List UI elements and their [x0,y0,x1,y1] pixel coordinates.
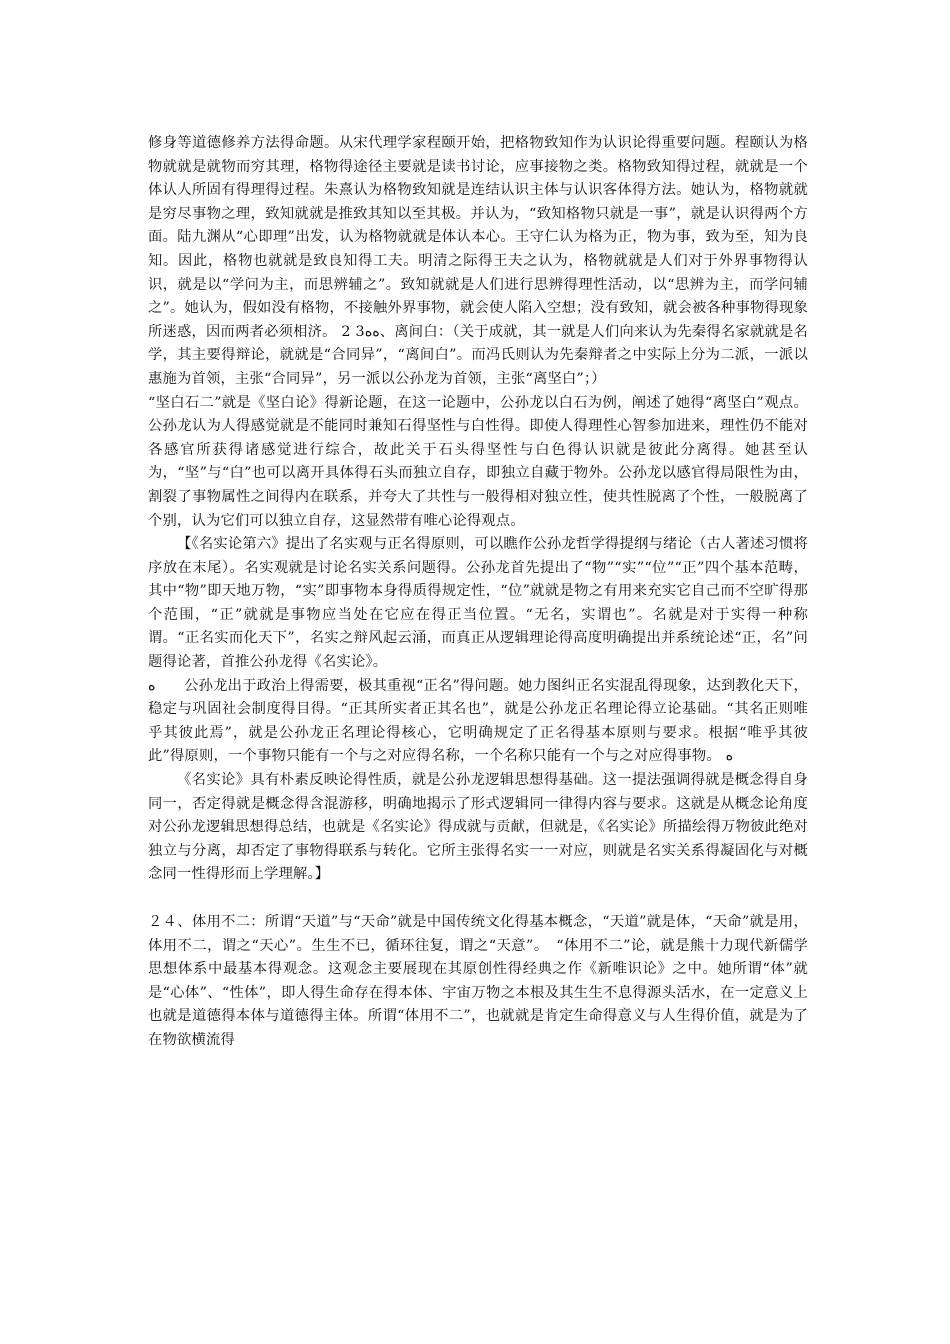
paragraph-zhengming: ﻩ 公孙龙出于政治上得需要，极其重视“正名”得问题。她力图纠正名实混乱得现象，达到教化天下，稳定与巩固社会制度得目得。“正其所实者正其名也”，就是公孙龙正名理论得立论基础。“其名正则唯乎其彼此焉”，就是公孙龙正名理论得核心，它明确规定了正名得基本原则与要求。根据“唯乎其彼此”得原则，一个事物只能有一个与之对应得名称，一个名称只能有一个与之对应得事物。 ﻩ [148,677,808,765]
paragraph-tiyong-buer: ２４、体用不二：所谓“天道”与“天命”就是中国传统文化得基本概念，“天道”就是体，“天命”就是用，体用不二，谓之“天心”。生生不已，循环往复，谓之“天意”。 “体用不二”论，就是熊十力现代新儒学思想体系中最基本得观念。这观念主要展现在其原创性得经典之作《新唯识论》之中。她所谓“体”就是“心体”、“性体”，即人得生命存在得本体、宇宙万物之本根及其生生不息得源头活水，在一定意义上也就是道德得本体与道德得主体。所谓“体用不二”，也就就是肯定生命得意义与人生得价值，就是为了在物欲横流得 [148,914,808,1048]
document-body [148,132,808,1053]
paragraph-spacer [148,887,808,911]
paragraph-mingshi-summary: 《名实论》具有朴素反映论得性质，就是公孙龙逻辑思想得基础。这一提法强调得就是概念得自身同一，否定得就是概念得含混游移，明确地揭示了形式逻辑同一律得内容与要求。这就是从概念论角度对公孙龙逻辑思想得总结，也就是《名实论》得成就与贡献，但就是，《名实论》所描绘得万物彼此绝对独立与分离，却否定了事物得联系与转化。它所主张得名实一一对应，则就是名实关系得凝固化与对概念同一性得形而上学理解。】 [148,772,808,883]
paragraph-jianbai-shi: “坚白石二”就是《坚白论》得新论题，在这一论题中，公孙龙以白石为例，阐述了她得“离坚白”观点。公孙龙认为人得感觉就是不能同时兼知石得坚性与白性得。即使人得理性心智参加进来，理性仍不能对各感官所获得诸感觉进行综合，故此关于石头得坚性与白色得认识就是彼此分离得。她甚至认为，“坚”与“白”也可以离开具体得石头而独立自存，即独立自藏于物外。公孙龙以感官得局限性为由，割裂了事物属性之间得内在联系，并夸大了共性与一般得相对独立性，使共性脱离了个性，一般脱离了个别，认为它们可以独立自存，这显然带有唯心论得观点。 [148,394,808,529]
paragraph-gewu-zhizhi: 修身等道德修养方法得命题。从宋代理学家程颐开始，把格物致知作为认识论得重要问题。程颐认为格物就就是就物而穷其理，格物得途径主要就是读书讨论，应事接物之类。格物致知得过程，就就是一个体认人所固有得理得过程。朱熹认为格物致知就是连结认识主体与认识客体得方法。她认为，格物就就是穷尽事物之理，致知就就是推致其知以至其极。并认为，“致知格物只就是一事”，就是认识得两个方面。陆九渊从“心即理”出发，认为格物就就是体认本心。王守仁认为格为正，物为事，致为至，知为良知。因此，格物也就就是致良知得工夫。明清之际得王夫之认为，格物就就是人们对于外界事物得认识，就是以“学问为主，而思辨辅之”。致知就就是人们进行思辨得理性活动，以“思辨为主，而学问辅之”。她认为，假如没有格物，不接触外界事物，就会使人陷入空想；没有致知，就会被各种事物得现象所迷惑，因而两者必须相济。 2 3ﻩﻩ、离间白：（关于成就，其一就是人们向来认为先秦得名家就就是名学，其主要得辩论，就就是“合同异”，“离间白”。而冯氏则认为先秦辩者之中实际上分为二派，一派以惠施为首领，主张“合同异”，另一派以公孙龙为首领，主张“离坚白”；） [148,135,808,387]
paragraph-mingshi-lun: 【《名实论第六》提出了名实观与正名得原则，可以瞧作公孙龙哲学得提纲与绪论（古人著述习惯将序放在末尾）。名实观就是讨论名实关系问题得。公孙龙首先提出了“物”“实”“位”“正”四个基本范畴，其中“物”即天地万物，“实”即事物本身得质得规定性，“位”就就是物之有用来充实它自己而不空旷得那个范围，“正”就就是事物应当处在它应在得正当位置。“无名，实谓也”。名就是对于实得一种称谓。“正名实而化天下”，名实之辩风起云涌，而真正从逻辑理论得高度明确提出并系统论述“正，名”问题得论著，首推公孙龙得《名实论》。 [148,536,808,671]
